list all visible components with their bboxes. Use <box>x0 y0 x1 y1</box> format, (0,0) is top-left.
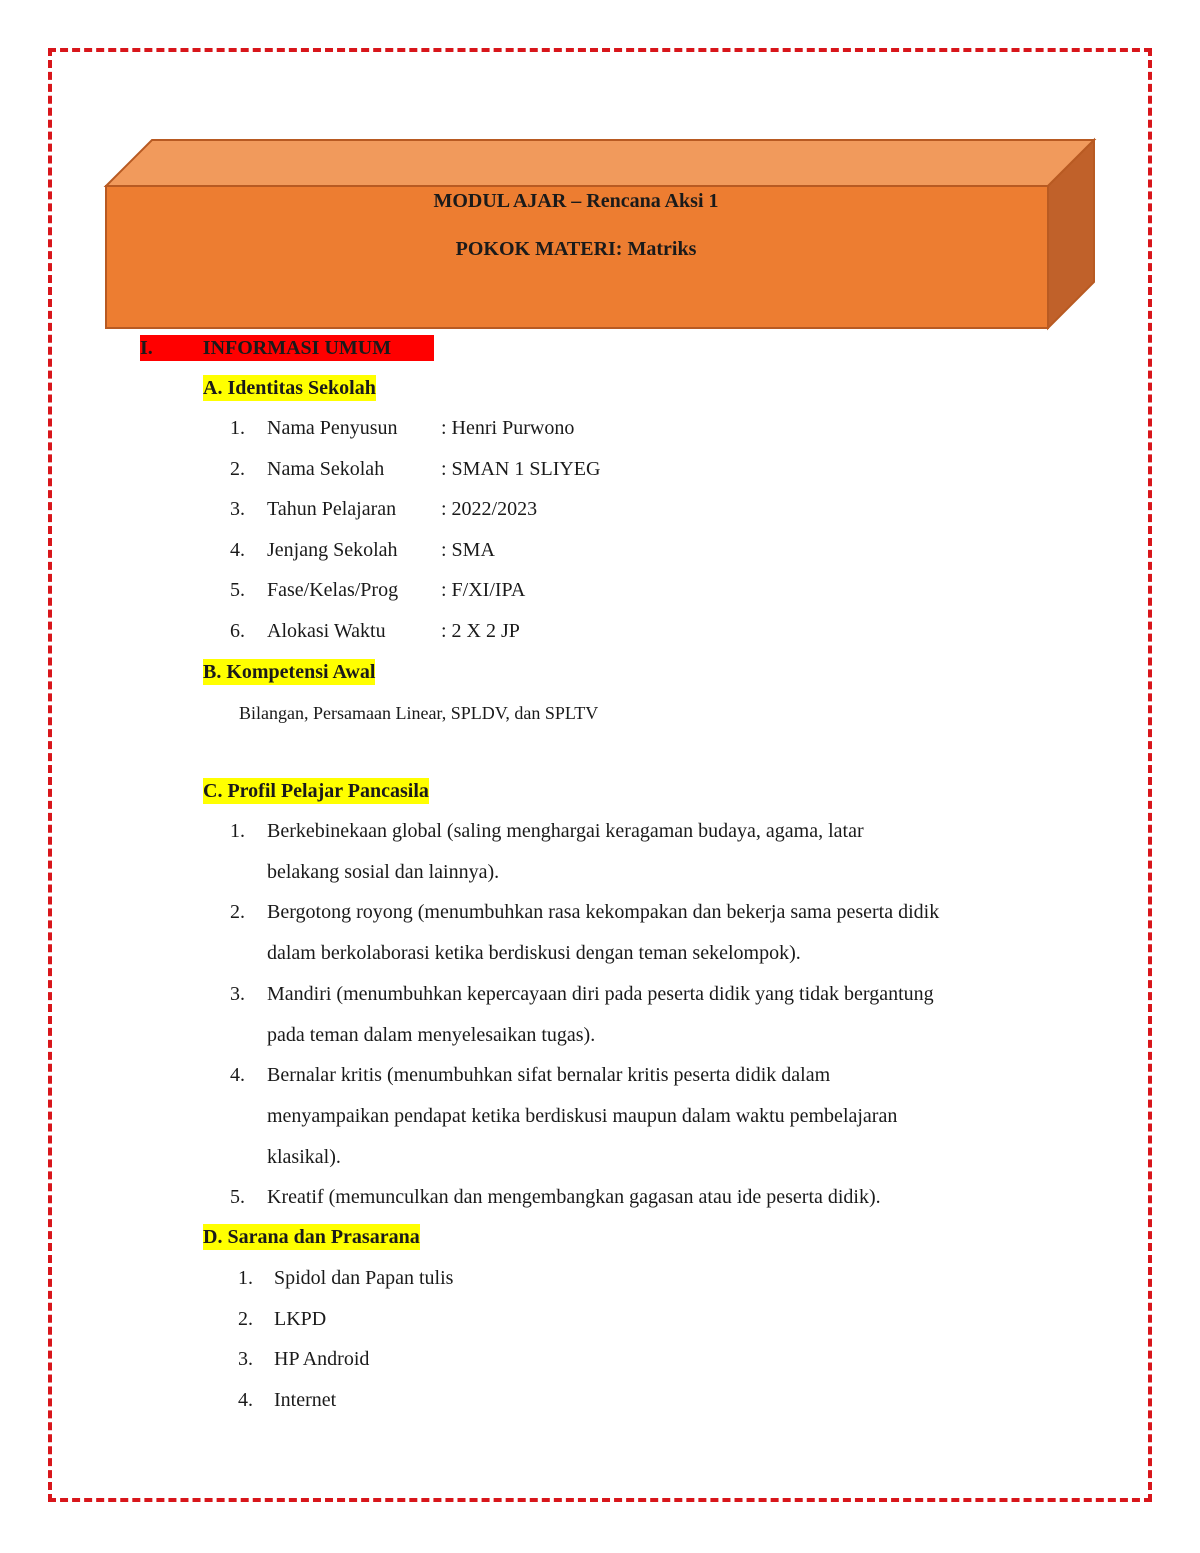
profil-item-line: menyampaikan pendapat ketika berdiskusi maupun dalam waktu pembelajaran <box>267 1104 898 1127</box>
identitas-label: Tahun Pelajaran <box>267 498 397 520</box>
profil-item-line: Mandiri (menumbuhkan kepercayaan diri pada peserta didik yang tidak bergantung <box>267 982 934 1005</box>
identitas-label: Jenjang Sekolah <box>267 538 398 561</box>
profil-item-line: dalam berkolaborasi ketika berdiskusi dengan teman sekelompok). <box>267 942 801 965</box>
list-number: 3. <box>230 498 245 520</box>
identitas-label: Nama Penyusun <box>267 417 398 439</box>
section-b-heading: B. Kompetensi Awal <box>203 661 376 683</box>
identitas-value: : SMA <box>441 538 495 561</box>
identitas-value: : 2 X 2 JP <box>441 619 520 642</box>
identitas-value: : 2022/2023 <box>441 498 538 520</box>
list-number: 4. <box>230 1064 245 1087</box>
profil-item-line: Berkebinekaan global (saling menghargai keragaman budaya, agama, latar <box>267 820 864 842</box>
list-number: 2. <box>230 901 245 924</box>
list-number: 6. <box>230 619 245 642</box>
header-3d-box <box>0 0 1200 340</box>
profil-item-line: Bernalar kritis (menumbuhkan sifat bernalar kritis peserta didik dalam <box>267 1064 831 1087</box>
list-number: 4. <box>238 1388 253 1411</box>
list-number: 2. <box>230 457 245 480</box>
profil-item-line: Bergotong royong (menumbuhkan rasa kekompakan dan bekerja sama peserta didik <box>267 901 940 924</box>
sarana-item: Spidol dan Papan tulis <box>274 1267 454 1289</box>
profil-item-line: Kreatif (memunculkan dan mengembangkan gagasan atau ide peserta didik). <box>267 1186 881 1209</box>
list-number: 3. <box>230 982 245 1005</box>
list-number: 1. <box>238 1267 253 1289</box>
list-number: 2. <box>238 1307 253 1330</box>
section-a-heading: A. Identitas Sekolah <box>203 377 376 399</box>
section-title: INFORMASI UMUM <box>202 337 392 359</box>
header-box-text <box>106 188 1046 284</box>
list-number: 5. <box>230 579 245 601</box>
profil-item-line: pada teman dalam menyelesaikan tugas). <box>267 1023 596 1046</box>
list-number: 5. <box>230 1186 245 1209</box>
profil-item-line: klasikal). <box>267 1145 341 1168</box>
sarana-item: LKPD <box>274 1307 327 1330</box>
section-number: I. <box>140 337 153 359</box>
profil-item-line: belakang sosial dan lainnya). <box>267 860 500 883</box>
identitas-value: : Henri Purwono <box>441 417 575 439</box>
module-subtitle: POKOK MATERI: Matriks <box>455 238 697 260</box>
identitas-label: Fase/Kelas/Prog <box>267 579 399 601</box>
section-d-heading: D. Sarana dan Prasarana <box>203 1226 420 1248</box>
sarana-item: Internet <box>274 1388 337 1411</box>
sarana-item: HP Android <box>274 1348 370 1370</box>
list-number: 1. <box>230 820 245 842</box>
kompetensi-awal-text: Bilangan, Persamaan Linear, SPLDV, dan SPLTV <box>239 703 599 723</box>
list-number: 1. <box>230 417 245 439</box>
identitas-label: Nama Sekolah <box>267 457 385 480</box>
list-number: 3. <box>238 1348 253 1370</box>
header-box-top-face <box>106 140 1094 186</box>
section-informasi-umum-heading <box>140 335 434 361</box>
identitas-value: : F/XI/IPA <box>441 579 526 601</box>
module-title: MODUL AJAR – Rencana Aksi 1 <box>433 190 719 212</box>
identitas-label: Alokasi Waktu <box>267 619 386 642</box>
identitas-value: : SMAN 1 SLIYEG <box>441 457 601 480</box>
section-c-heading: C. Profil Pelajar Pancasila <box>203 780 429 802</box>
list-number: 4. <box>230 538 245 561</box>
